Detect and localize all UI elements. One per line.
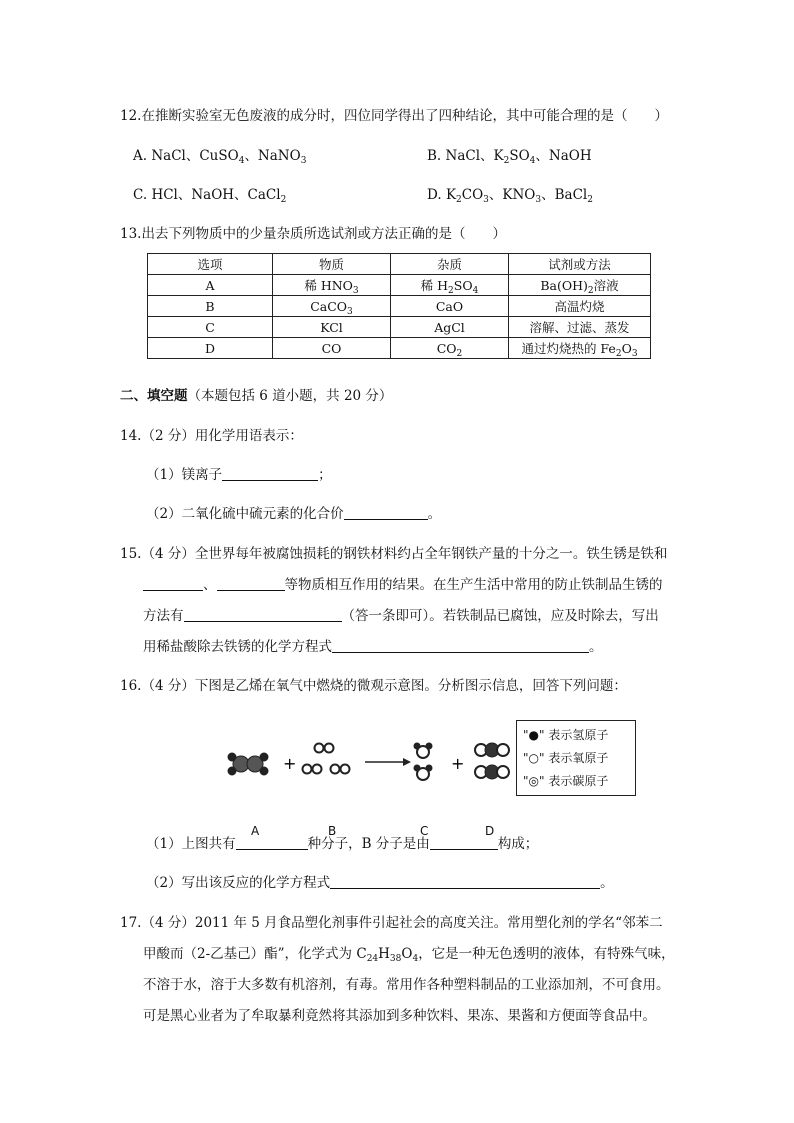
label-b: B (328, 824, 337, 838)
label-d: D (485, 824, 495, 838)
q12-option-a: A. NaCl、CuSO$_4$、NaNO$_3$ (133, 148, 307, 166)
label-c: C (420, 824, 429, 838)
q16-item1: （1）上图共有 种分子，B 分子是由 构成； (146, 836, 539, 852)
q13-stem: 13.出去下列物质中的少量杂质所选试剂或方法正确的是（ ） (120, 226, 506, 242)
molecule-b (303, 744, 350, 774)
table-row: C KCl AgCl 溶解、过滤、蒸发 (148, 317, 651, 338)
section-title: 二、填空题（本题包括 6 道小题，共 20 分） (120, 388, 393, 404)
molecule-c (414, 743, 432, 780)
answer-blank[interactable] (222, 466, 318, 481)
q14-stem: 14.（2 分）用化学用语表示： (120, 428, 303, 444)
q12-stem: 12.在推断实验室无色废液的成分时，四位同学得出了四种结论，其中可能合理的是（ ） (120, 108, 668, 124)
table-header-row (148, 254, 651, 275)
q15-line3: 方法有 （答一条即可）。若铁制品已腐蚀，应及时除去，写出 (143, 608, 659, 624)
q14-item2: （2）二氧化硫中硫元素的化合价 。 (146, 506, 442, 522)
answer-blank[interactable] (217, 576, 285, 591)
answer-blank[interactable] (184, 607, 342, 622)
q13-table (147, 253, 651, 359)
q12-option-c: C. HCl、NaOH、CaCl$_2$ (133, 187, 287, 205)
legend-carbon: "◎" 表示碳原子 (523, 774, 609, 788)
table-row: B CaCO$_3$ CaO 高温灼烧 (148, 296, 651, 317)
q17-line1: 17.（4 分）2011 年 5 月食品塑化剂事件引起社会的高度关注。常用塑化剂的学名“邻苯二 (120, 915, 663, 931)
svg-text:+: + (451, 754, 465, 773)
q16-stem: 16.（4 分）下图是乙烯在氧气中燃烧的微观示意图。分析图示信息，回答下列问题： (120, 678, 627, 694)
header-impurity: 杂质 (391, 254, 509, 275)
q17-line2: 甲酸而（2-乙基己）酯”，化学式为 $C_{24}H_{38}O_4$，它是一种无色透明的液体，有特殊气味， (143, 946, 675, 964)
legend-hydrogen: "●" 表示氢原子 (523, 728, 609, 742)
q16-item2: （2）写出该反应的化学方程式 。 (146, 875, 614, 891)
answer-blank[interactable] (143, 576, 203, 591)
q14-item1: （1）镁离子 ； (146, 467, 332, 483)
q12-option-d: D. $K_2CO_3$、$KNO_3$、BaCl$_2$ (427, 187, 593, 205)
reaction-diagram (225, 720, 645, 840)
table-row: A 稀 $HNO_3$ 稀 $H_2SO_4$ $Ba(OH)_2$溶液 (148, 275, 651, 296)
q12-option-b: B. NaCl、$K_2SO_4$、NaOH (427, 148, 592, 166)
q17-line4: 可是黑心业者为了牟取暴利竟然将其添加到多种饮料、果冻、果酱和方便面等食品中。 (143, 1008, 656, 1024)
answer-blank[interactable] (330, 874, 600, 889)
answer-blank[interactable] (236, 835, 308, 850)
molecule-illustration (225, 726, 515, 806)
q15-line4: 用稀盐酸除去铁锈的化学方程式 。 (143, 639, 603, 655)
q15-line2: 、 等物质相互作用的结果。在生产生活中常用的防止铁制品生锈的 (143, 573, 663, 593)
answer-blank[interactable] (332, 638, 589, 653)
molecule-a (228, 753, 268, 775)
answer-blank[interactable] (430, 835, 498, 850)
atom-legend (516, 720, 636, 796)
molecule-d (475, 743, 509, 779)
q17-line3: 不溶于水，溶于大多数有机溶剂，有毒。常用作各种塑料制品的工业添加剂，不可食用。 (143, 977, 670, 993)
header-option: 选项 (148, 254, 273, 275)
table-row: D CO $CO_2$ 通过灼烧热的 $Fe_2O_3$ (148, 338, 651, 359)
header-substance: 物质 (273, 254, 391, 275)
header-method: 试剂或方法 (509, 254, 651, 275)
q15-line1: 15.（4 分）全世界每年被腐蚀损耗的钢铁材料约占全年钢铁产量的十分之一。铁生锈是铁和 (120, 546, 668, 562)
answer-blank[interactable] (344, 505, 428, 520)
label-a: A (251, 824, 260, 838)
svg-text:+: + (283, 754, 297, 773)
legend-oxygen: "○" 表示氧原子 (523, 751, 609, 765)
